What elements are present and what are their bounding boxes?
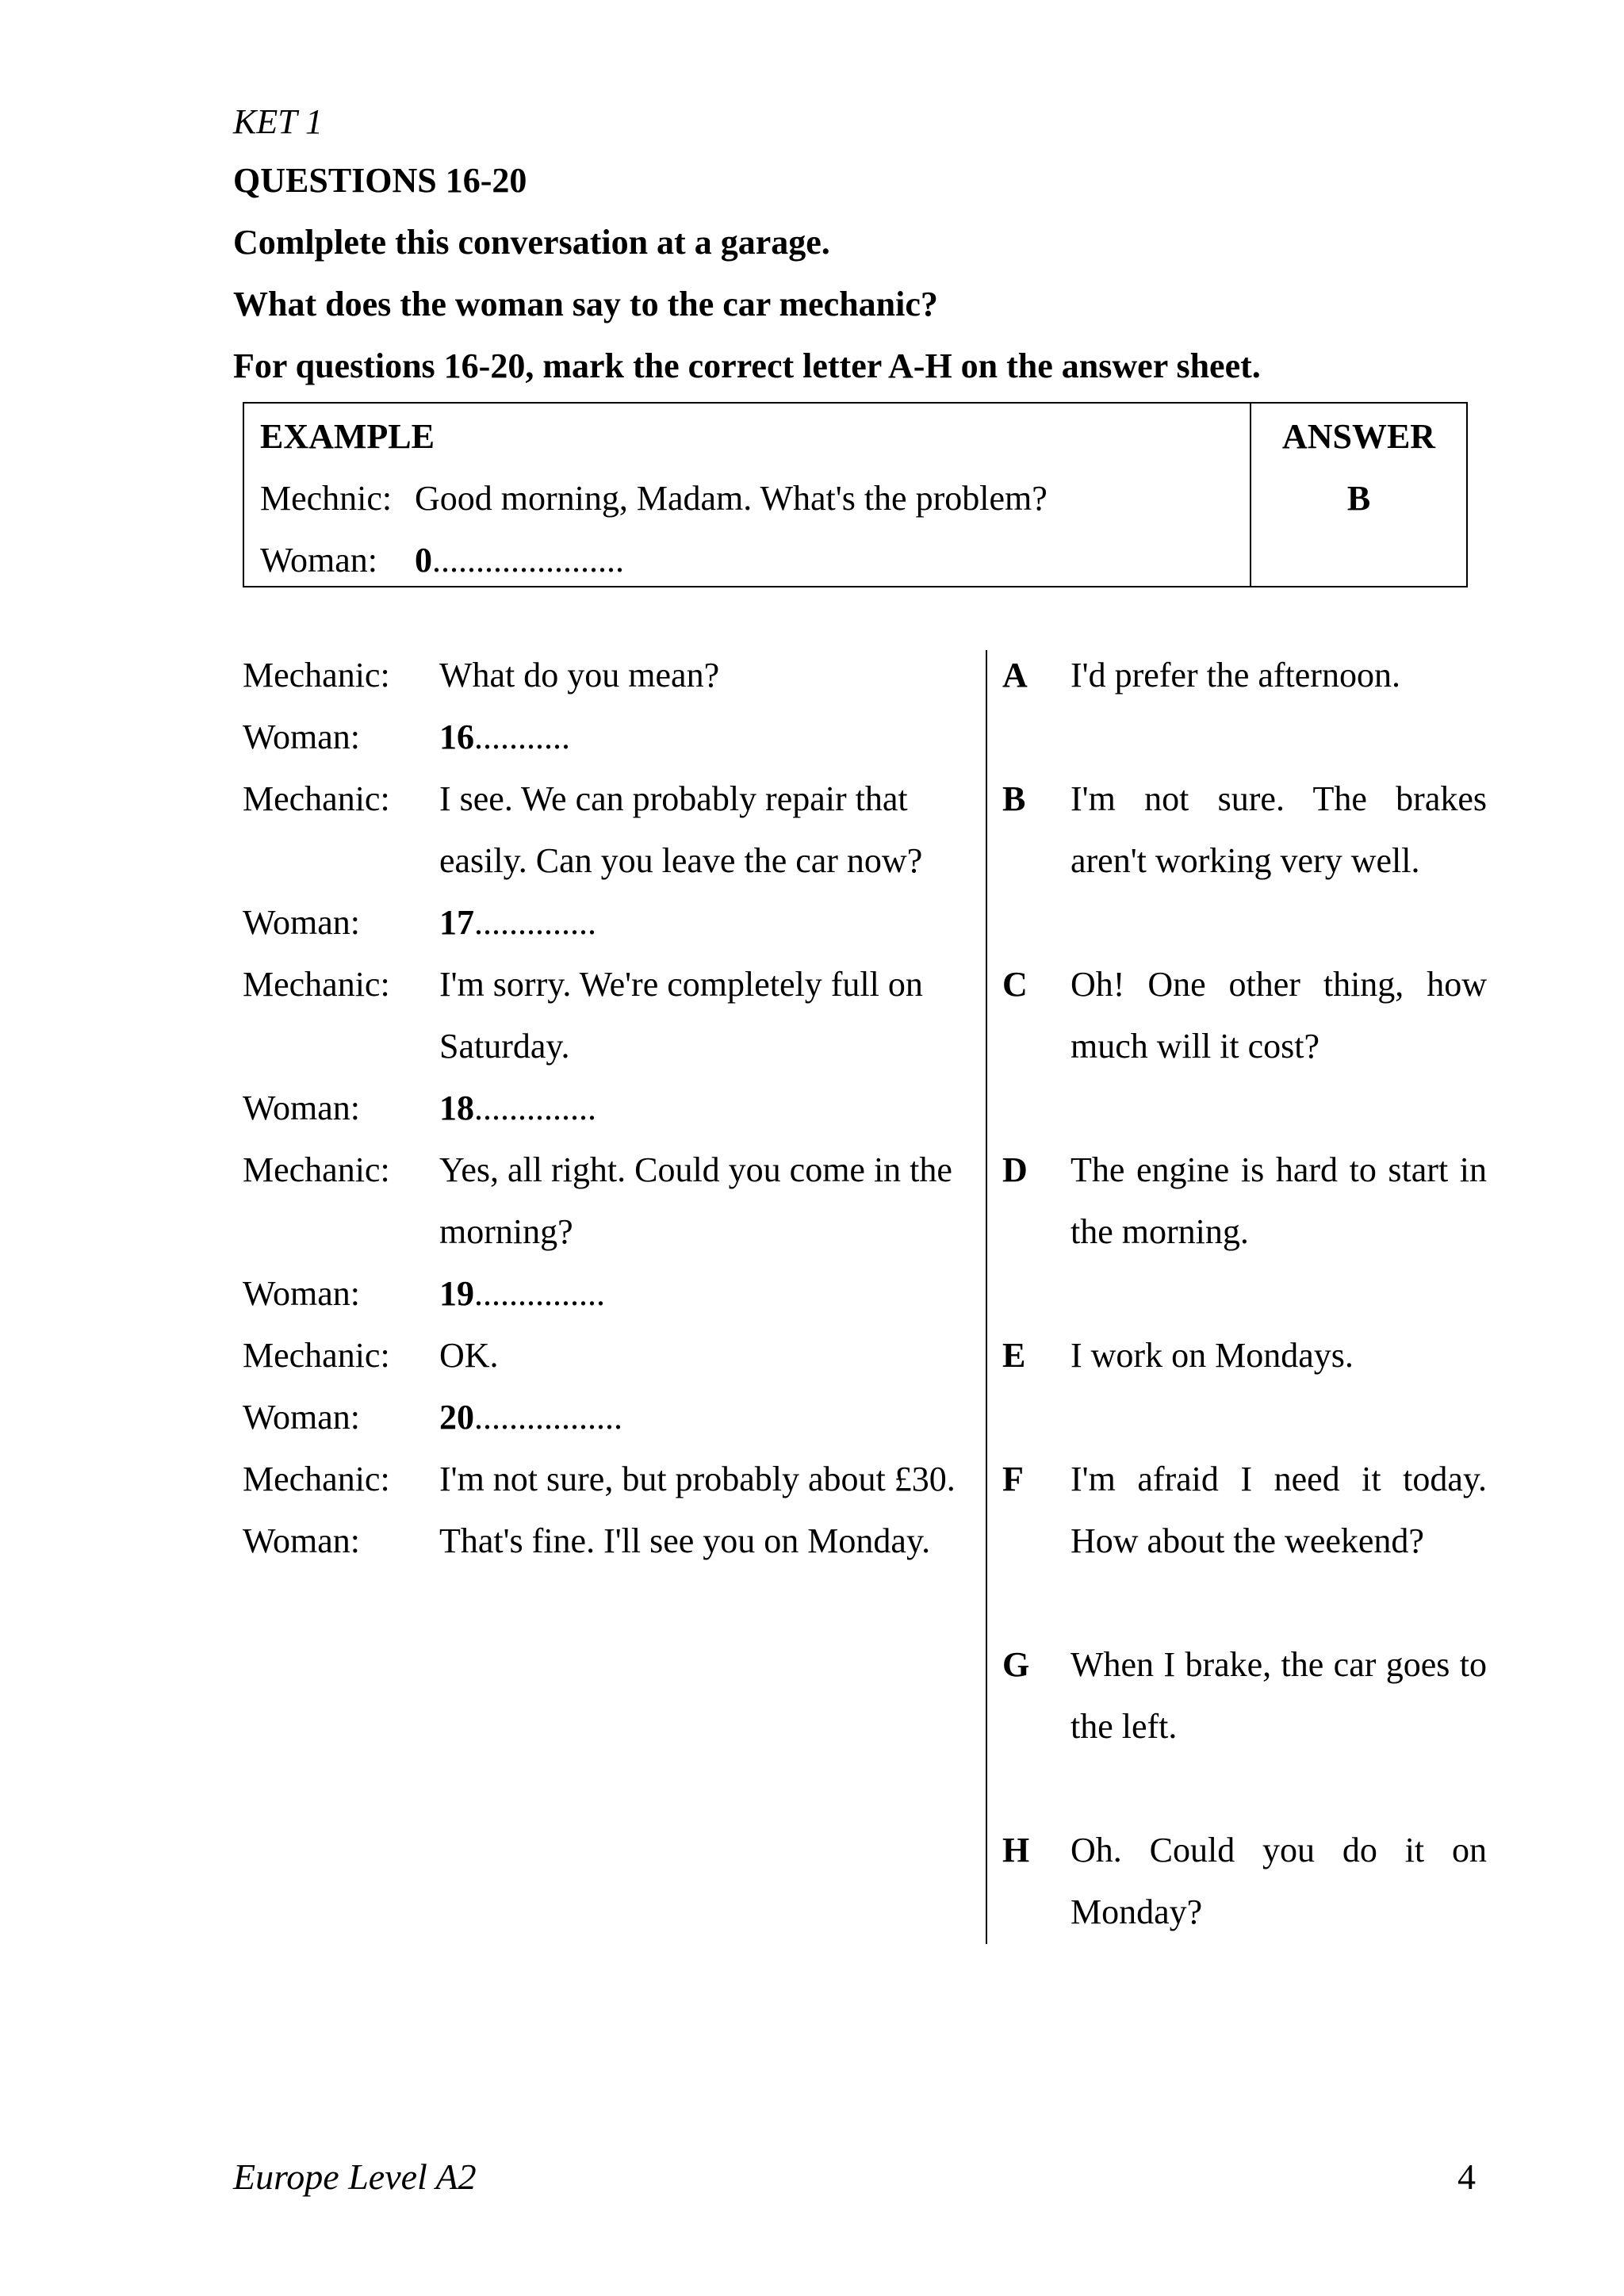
dialogue-role: Mechanic: — [243, 1336, 390, 1375]
dialogue-role: Mechanic: — [243, 779, 390, 818]
example-answer-heading: ANSWER — [1281, 417, 1436, 456]
dialogue-role: Woman: — [243, 1274, 360, 1313]
answer-dots: .............. — [474, 903, 596, 942]
dialogue-role: Mechanic: — [243, 1150, 390, 1189]
dialogue-line: morning? — [439, 1212, 573, 1251]
option-d-text: The engine is hard to start in the morning. — [1071, 1150, 1487, 1251]
option-h-letter: H — [1002, 1831, 1030, 1869]
dialogue-line: What do you mean? — [439, 656, 720, 695]
option-a-letter: A — [1002, 656, 1028, 695]
answer-dots: ........... — [474, 718, 570, 756]
question-number: 18 — [439, 1089, 474, 1127]
dialogue-line: OK. — [439, 1336, 499, 1375]
answer-dots: .............. — [474, 1089, 596, 1127]
example-box — [243, 402, 1468, 587]
dialogue-line: I see. We can probably repair that — [439, 779, 908, 818]
option-b-text: I'm not sure. The brakes aren't working very well. — [1071, 779, 1487, 880]
example-woman-dots: ...................... — [432, 541, 624, 580]
question-18-blank — [439, 1091, 596, 1126]
question-number: 16 — [439, 718, 474, 756]
answer-dots: ................. — [474, 1398, 622, 1437]
option-h-text: Oh. Could you do it on Monday? — [1071, 1831, 1487, 1931]
dialogue-role: Mechanic: — [243, 1460, 390, 1498]
example-woman-answer — [415, 543, 624, 578]
option-d-letter: D — [1002, 1150, 1028, 1189]
instruction-3: For questions 16-20, mark the correct letter A-H on the answer sheet. — [233, 346, 1261, 385]
instruction-1: Comlplete this conversation at a garage. — [233, 223, 830, 262]
dialogue-line: easily. Can you leave the car now? — [439, 841, 923, 880]
question-17-blank — [439, 905, 596, 940]
option-e-letter: E — [1002, 1336, 1026, 1375]
dialogue-line: That's fine. I'll see you on Monday. — [439, 1521, 931, 1560]
example-heading: EXAMPLE — [260, 417, 435, 456]
instruction-2: What does the woman say to the car mechanic? — [233, 285, 938, 323]
dialogue-line: I'm not sure, but probably about £30. — [439, 1460, 956, 1498]
example-woman-role: Woman: — [260, 541, 377, 580]
dialogue-role: Woman: — [243, 1398, 360, 1437]
option-f-text: I'm afraid I need it today. How about the weekend? — [1071, 1460, 1487, 1560]
option-a-text: I'd prefer the afternoon. — [1071, 656, 1400, 695]
option-g-letter: G — [1002, 1645, 1030, 1684]
example-mechanic-role: Mechnic: — [260, 479, 393, 518]
dialogue-role: Woman: — [243, 718, 360, 756]
dialogue-role: Mechanic: — [243, 656, 390, 695]
page-number: 4 — [1457, 2156, 1476, 2197]
example-mechanic-text: Good morning, Madam. What's the problem? — [415, 479, 1048, 518]
question-number: 17 — [439, 903, 474, 942]
option-c-text: Oh! One other thing, how much will it cost? — [1071, 965, 1487, 1066]
question-number: 19 — [439, 1274, 474, 1313]
option-e-text: I work on Mondays. — [1071, 1336, 1354, 1375]
dialogue-role: Woman: — [243, 1089, 360, 1127]
dialogue-role: Woman: — [243, 903, 360, 942]
answer-dots: ............... — [474, 1274, 605, 1313]
question-16-blank — [439, 720, 570, 755]
option-f-letter: F — [1002, 1460, 1024, 1498]
question-20-blank — [439, 1400, 622, 1435]
column-divider — [986, 650, 987, 1944]
question-number: 20 — [439, 1398, 474, 1437]
dialogue-role: Woman: — [243, 1521, 360, 1560]
example-answer-value: B — [1346, 479, 1371, 518]
option-c-letter: C — [1002, 965, 1028, 1004]
footer-level: Europe Level A2 — [233, 2156, 477, 2197]
dialogue-line: Saturday. — [439, 1027, 570, 1066]
question-19-blank — [439, 1276, 605, 1311]
questions-title: QUESTIONS 16-20 — [233, 161, 527, 200]
dialogue-line: Yes, all right. Could you come in the — [439, 1150, 952, 1189]
option-b-letter: B — [1002, 779, 1026, 818]
dialogue-line: I'm sorry. We're completely full on — [439, 965, 923, 1004]
dialogue-role: Mechanic: — [243, 965, 390, 1004]
level-code: KET 1 — [233, 102, 323, 141]
option-g-text: When I brake, the car goes to the left. — [1071, 1645, 1487, 1746]
example-woman-number: 0 — [415, 541, 432, 580]
